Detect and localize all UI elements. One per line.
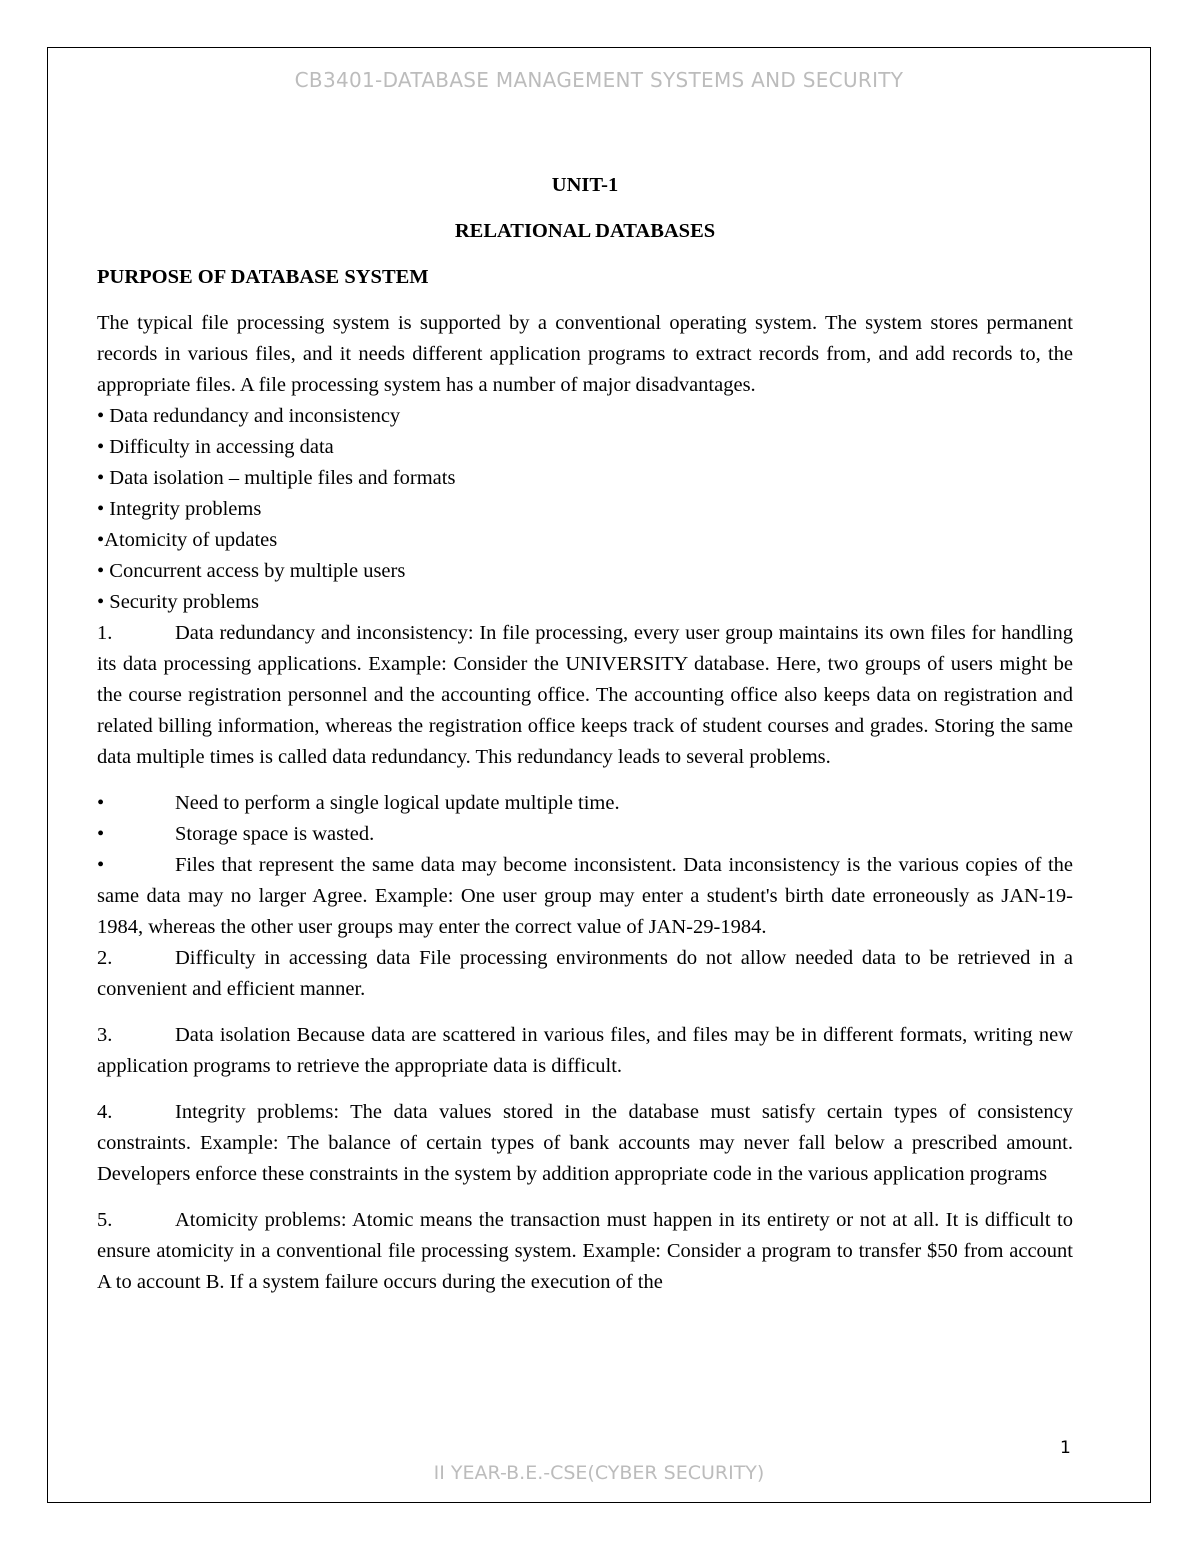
redundancy-problem [97,788,1073,819]
item-text: Integrity problems: The data values stored in the database must satisfy certain types of consistency constraints. Example: The balance of certain types of bank accounts may never fall below a prescribed amount. Developers enforce these constraints in the system by addition appropriate code in the various application programs [97,1101,1073,1185]
document-body [97,170,1073,1298]
disadvantages-list [97,401,1073,618]
numbered-item-3 [97,1020,1073,1082]
numbered-item-4 [97,1097,1073,1190]
bullet-marker: • [97,854,105,876]
list-item: •Atomicity of updates [97,529,278,551]
list-item: • Data redundancy and inconsistency [97,405,401,427]
item-number: 2. [97,947,113,969]
item-text: Difficulty in accessing data File processing environments do not allow needed data to be retrieved in a convenient and efficient manner. [97,947,1073,1000]
item-text: Atomicity problems: Atomic means the transaction must happen in its entirety or not at all. It is difficult to ensure atomicity in a conventional file processing system. Example: Consider a program to transfer $50 from account A to account B. If a system failure occurs during the execution of the [97,1209,1073,1293]
unit-title: UNIT-1 [551,174,619,196]
bullet-marker: • [97,823,105,845]
item-text: Files that represent the same data may become inconsistent. Data inconsistency is the various copies of the same data may no larger Agree. Example: One user group may enter a student's birth date erroneously as JAN-19-1984, whereas the other user groups may enter the correct value of JAN-29-1984. [97,854,1073,938]
intro-paragraph: The typical file processing system is supported by a conventional operating system. The system stores permanent records in various files, and it needs different application programs to extract records from, and add records to, the appropriate files. A file processing system has a number of major disadvantages. [97,312,1073,396]
numbered-item-2 [97,943,1073,1005]
list-item: • Integrity problems [97,498,262,520]
list-item: • Difficulty in accessing data [97,436,334,458]
item-number: 5. [97,1209,113,1231]
redundancy-problem [97,819,1073,850]
item-text: Need to perform a single logical update multiple time. [175,792,620,814]
running-header: CB3401-DATABASE MANAGEMENT SYSTEMS AND SECURITY [294,68,904,92]
item-number: 1. [97,622,113,644]
item-text: Data isolation Because data are scattered in various files, and files may be in different formats, writing new application programs to retrieve the appropriate data is difficult. [97,1024,1073,1077]
bullet-marker: • [97,792,105,814]
numbered-item-1 [97,618,1073,773]
item-text: Data redundancy and inconsistency: In file processing, every user group maintains its own files for handling its data processing applications. Example: Consider the UNIVERSITY database. Here, two groups of users might be the course registration personnel and the accounting office. The accounting office also keeps data on registration and related billing information, whereas the registration office keeps track of student courses and grades. Storing the same data multiple times is called data redundancy. This redundancy leads to several problems. [97,622,1073,768]
page-number: 1 [1060,1438,1071,1458]
unit-subtitle: RELATIONAL DATABASES [454,220,716,242]
redundancy-problem [97,850,1073,943]
numbered-item-5 [97,1205,1073,1298]
list-item: • Security problems [97,591,260,613]
item-number: 4. [97,1101,113,1123]
list-item: • Concurrent access by multiple users [97,560,406,582]
item-number: 3. [97,1024,113,1046]
list-item: • Data isolation – multiple files and formats [97,467,456,489]
item-text: Storage space is wasted. [175,823,375,845]
running-footer: II YEAR-B.E.-CSE(CYBER SECURITY) [433,1462,765,1484]
section-heading: PURPOSE OF DATABASE SYSTEM [97,266,429,288]
